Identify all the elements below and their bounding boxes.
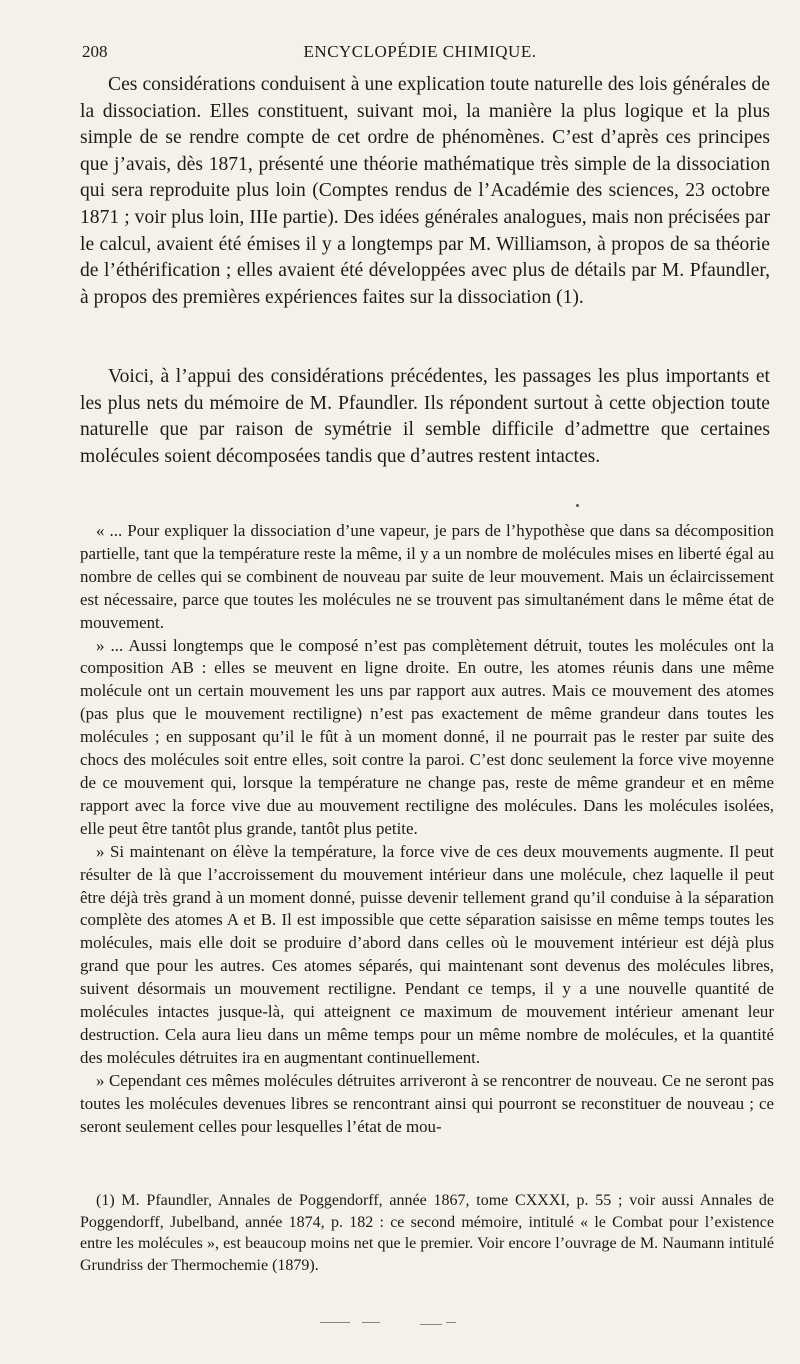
pfaundler-quotation bbox=[80, 520, 774, 1138]
paragraph-text: Ces considérations conduisent à une explication toute naturelle des lois générales de la dissociation. Elles constituent, suivant moi, la manière la plus logique et la plus simple de se rendre compte de cet ordre de phénomènes. C’est d’après ces principes que j’avais, dès 1871, présenté une théorie mathématique très simple de la dissociation qui sera reproduite plus loin (Comptes rendus de l’Académie des sciences, 23 octobre 1871 ; voir plus loin, IIIe partie). Des idées générales analogues, mais non précisées par le calcul, avaient été émises il y a longtemps par M. Williamson, à propos de sa théorie de l’éthérification ; elles avaient été développées avec plus de détails par M. Pfaundler, à propos des premières expériences faites sur la dissociation (1). bbox=[80, 74, 770, 308]
quote-paragraph-1: « ... Pour expliquer la dissociation d’une vapeur, je pars de l’hypothèse que dans sa décomposition partielle, tant que la température reste la même, il y a un nombre de molécules mises en liberté égal au nombre de celles qui se combinent de nouveau par suite de leur mouvement. Mais un éclaircissement est nécessaire, parce que toutes les molécules ne se trouvent pas simultanément dans le même état de mouvement. bbox=[80, 521, 774, 632]
footnote bbox=[80, 1190, 774, 1276]
bottom-rule-mark bbox=[300, 1318, 500, 1328]
paragraph-text: Voici, à l’appui des considérations précédentes, les passages les plus importants et les plus nets du mémoire de M. Pfaundler. Ils répondent surtout à cette objection toute naturelle que par raison de symétrie il semble difficile d’admettre que certaines molécules soient décomposées tandis que d’autres restent intactes. bbox=[80, 366, 770, 467]
scan-speck bbox=[576, 504, 579, 507]
running-head: ENCYCLOPÉDIE CHIMIQUE. bbox=[303, 42, 537, 61]
body-paragraph-1 bbox=[80, 72, 770, 311]
page-header bbox=[82, 42, 758, 68]
footnote-text: (1) M. Pfaundler, Annales de Poggendorff, année 1867, tome CXXXI, p. 55 ; voir aussi Annales de Poggendorff, Jubelband, année 1874, p. 182 : ce second mémoire, intitulé « le Combat pour l’existence entre les molécules », est beaucoup moins net que le premier. Voir encore l’ouvrage de M. Naumann intitulé Grundriss der Thermochemie (1879). bbox=[80, 1192, 774, 1274]
page-number: 208 bbox=[82, 42, 108, 61]
quote-paragraph-2: » ... Aussi longtemps que le composé n’est pas complètement détruit, toutes les molécules ont la composition AB : elles se meuvent en ligne droite. En outre, les atomes réunis dans une même molécule ont un certain mouvement les uns par rapport aux autres. Mais ce mouvement des atomes (pas plus que le mouvement rectiligne) n’est pas exactement de même grandeur dans toutes les molécules ; en supposant qu’il le fût à un moment donné, il ne pourrait pas le rester par suite des chocs des molécules soit entre elles, soit contre la paroi. C’est donc seulement la force vive moyenne de ce mouvement qui, lorsque la température ne change pas, reste de même grandeur et en même rapport avec la force vive due au mouvement rectiligne des molécules. Dans les molécules isolées, elle peut être tantôt plus grande, tantôt plus petite. bbox=[80, 635, 774, 838]
quote-paragraph-4: » Cependant ces mêmes molécules détruites arriveront à se rencontrer de nouveau. Ce ne seront pas toutes les molécules devenues libres se rencontrant ainsi qui pourront se reconstituer de nouveau ; ce seront seulement celles pour lesquelles l’état de mou- bbox=[80, 1070, 774, 1136]
body-paragraph-2 bbox=[80, 364, 770, 470]
quote-paragraph-3: » Si maintenant on élève la température, la force vive de ces deux mouvements augmente. Il peut résulter de là que l’accroissement du mouvement intérieur dans une molécule, chez laquelle il peut être déjà très grand à un moment donné, puisse devenir tellement grand qu’il conduise à la séparation complète des atomes A et B. Il est impossible que cette séparation saisisse en même temps toutes les molécules, mais elle doit se produire d’abord dans celles où le mouvement intérieur est déjà plus grand que pour les autres. Ces atomes séparés, qui maintenant sont devenus des molécules libres, suivent désormais un mouvement rectiligne. Pendant ce temps, il y a une nouvelle quantité de molécules intactes jusque-là, qui atteignent ce maximum de mouvement intérieur amenant leur destruction. Cela aura lieu dans un même temps pour un même nombre de molécules, et la quantité des molécules détruites ira en augmentant continuellement. bbox=[80, 841, 774, 1067]
